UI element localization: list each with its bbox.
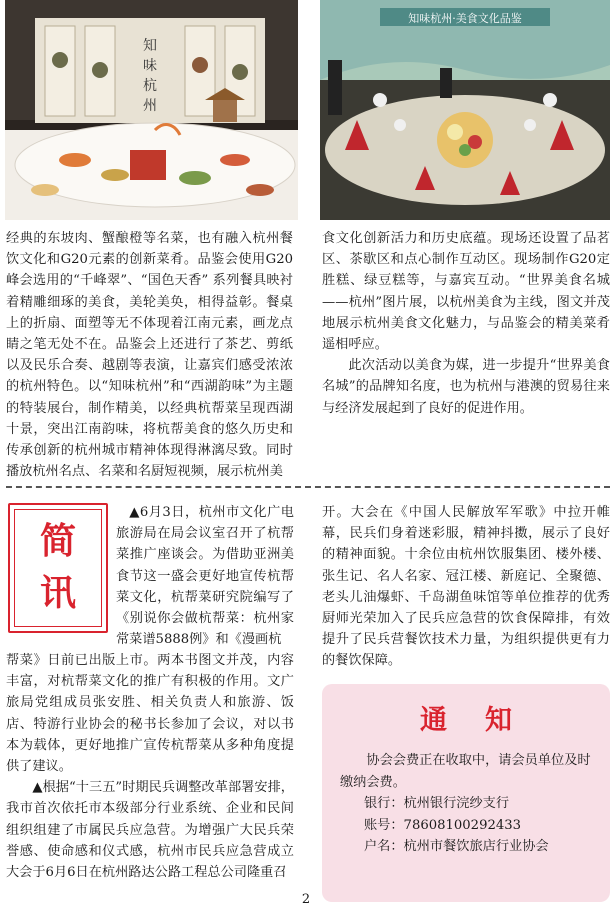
banner-text: 知味杭州·美食文化品鉴: [408, 12, 522, 25]
notice-holder: 户名：杭州市餐饮旅店行业协会: [364, 839, 549, 854]
article-paragraph: 经典的东坡肉、蟹酿橙等名菜，也有融入杭州餐饮文化和G20元素的创新菜肴。品鉴会使用G20峰会选用的“千峰翠”、“国色天香” 系列餐具映衬着精雕细琢的美食，美轮美奂，相得益彰。餐桌上的折扇、面塑等无不体现着江南元素，画龙点睛之笔无处不在。品鉴会上还进行了茶艺、剪纸以及民乐合奏、越剧等表演，让嘉宾们感受浓浓的杭州特色。以“知味杭州”和“西湖韵味”为主题的特装展台，制作精美，以经典杭帮菜呈现西湖十景，突出江南韵味，将杭帮美食的悠久历史和传承创新的杭州城市精神体现得淋漓尽致。同时播放杭州名点、名菜和名厨短视频，展示杭州美: [6, 231, 293, 480]
brief-item-column-left: [6, 650, 294, 883]
brief-title-char-2: 讯: [39, 573, 76, 614]
notice-bank: 银行：杭州银行浣纱支行: [364, 796, 510, 811]
svg-text:味: 味: [143, 58, 157, 74]
svg-text:杭: 杭: [143, 78, 157, 94]
brief-item-2-text: ▲根据“十三五”时期民兵调整改革部署安排，我市首次依托市本级部分行业系统、企业和民间组织组建了市属民兵应急营。为增强广大民兵荣誉感、使命感和仪式感，杭州市民兵应急营成立大会于6月6日在杭州路达公路工程总公司隆重召: [6, 780, 294, 881]
section-divider: [6, 486, 610, 488]
banquet-hall-photo: [320, 0, 610, 220]
notice-body: [340, 750, 600, 858]
notice-box: [322, 684, 610, 902]
notice-intro: 协会会费正在收取中，请会员单位及时缴纳会费。: [340, 753, 591, 790]
article-paragraph: 食文化创新活力和历史底蕴。现场还设置了品茗区、茶歇区和点心制作互动区。现场制作G20定胜糕、绿豆糕等，与嘉宾互动。“世界美食名城——杭州”图片展，以杭州美食为主线，图文并茂地展示杭州美食文化魅力，与品鉴会的精美菜肴遥相呼应。: [322, 231, 610, 353]
article-column-left: [6, 228, 293, 482]
page-number: 2: [301, 892, 311, 907]
svg-text:知: 知: [143, 38, 157, 54]
article-column-right: [322, 228, 610, 419]
brief-title-char-1: 简: [39, 521, 76, 562]
brief-item-text: ▲6月3日，杭州市文化广电旅游局在局会议室召开了杭帮菜推广座谈会。为借助亚洲美食节这一盛会更好地宣传杭帮菜文化，杭帮菜研究院编写了《别说你会做杭帮菜：杭州家常菜谱5888例》和《漫画杭: [116, 505, 294, 648]
brief-item-2-text: 开。大会在《中国人民解放军军歌》中拉开帷幕，民兵们身着迷彩服，精神抖擞，展示了良好的精神面貌。十余位由杭州饮服集团、楼外楼、张生记、名人名家、冠江楼、新庭记、全聚德、老头儿油爆虾、千岛湖鱼味馆等单位推荐的优秀厨师光荣加入了民兵应急营的饮食保障排，有效提升了民兵营餐饮技术力量，为组织提供更有力的餐饮保障。: [322, 505, 610, 669]
brief-item-1-part-a: [116, 502, 294, 650]
notice-title: 通知: [420, 705, 550, 736]
brief-item-column-right: [322, 502, 610, 672]
food-exhibition-photo: [5, 0, 298, 220]
svg-text:州: 州: [143, 98, 157, 114]
notice-account: 账号：78608100292433: [364, 817, 522, 833]
brief-news-heading: [8, 503, 108, 633]
article-paragraph-2: 此次活动以美食为媒，进一步提升“世界美食名城”的品牌知名度，也为杭州与港澳的贸易往来与经济发展起到了良好的促进作用。: [322, 358, 610, 416]
brief-item-text: 帮菜》日前已出版上市。两本书图文并茂，内容丰富，对杭帮菜文化的推广有积极的作用。文广旅局党组成员张安胜、相关负责人和旅游、饭店、特游行业协会的秘书长参加了会议，对以书本为载体，更好地推广宣传杭帮菜从多种角度提供了建议。: [6, 653, 294, 775]
